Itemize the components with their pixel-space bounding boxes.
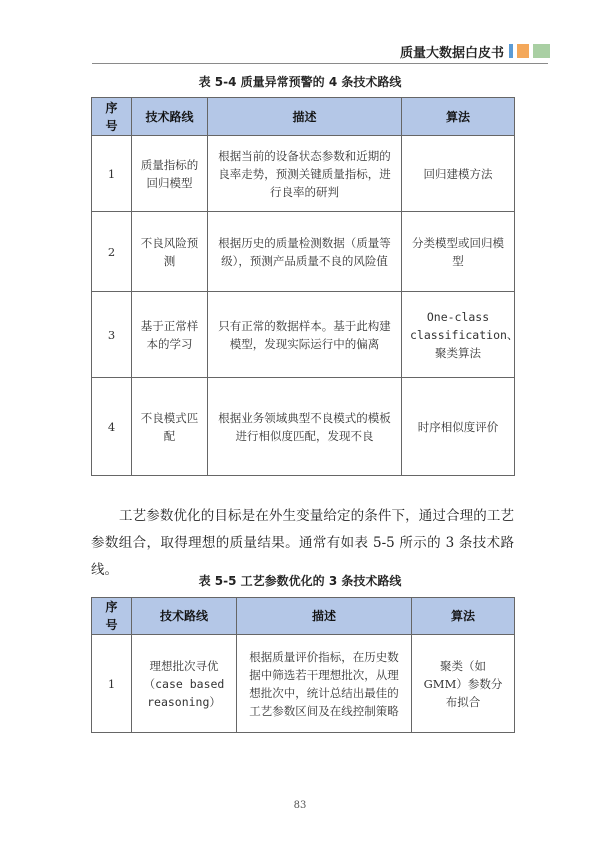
table2 (91, 597, 515, 733)
row-route: 理想批次寻优（case based reasoning） (132, 635, 237, 733)
header-title: 质量大数据白皮书 (400, 46, 505, 61)
row-desc: 根据质量评价指标，在历史数据中筛选若干理想批次，从理想批次中，统计总结出最佳的工艺参数区间及在线控制策略 (237, 635, 412, 733)
row-desc: 只有正常的数据样本。基于此构建模型，发现实际运行中的偏离 (208, 292, 402, 378)
table1 (91, 97, 519, 476)
row-algo: One-class classification、聚类算法 (402, 292, 515, 378)
row-desc: 根据业务领域典型不良模式的模板进行相似度匹配，发现不良 (208, 378, 402, 476)
table2-col-no: 序号 (92, 598, 132, 635)
table-row (92, 212, 515, 292)
table-row (92, 635, 515, 733)
row-algo: 回归建模方法 (402, 136, 515, 212)
table-row (92, 378, 515, 476)
header-bar-green (533, 44, 550, 58)
row-no: 1 (92, 635, 132, 733)
row-no: 2 (92, 212, 132, 292)
row-route: 质量指标的回归模型 (132, 136, 208, 212)
table2-caption: 表 5-5 工艺参数优化的 3 条技术路线 (198, 574, 402, 588)
header-bar-orange (517, 44, 529, 58)
table1-col-algo: 算法 (402, 98, 515, 136)
row-no: 1 (92, 136, 132, 212)
row-no: 3 (92, 292, 132, 378)
table2-header-row (92, 598, 515, 635)
row-desc: 根据历史的质量检测数据（质量等级），预测产品质量不良的风险值 (208, 212, 402, 292)
table1-header-row (92, 98, 515, 136)
table1-col-route: 技术路线 (132, 98, 208, 136)
header-bar-blue (509, 44, 513, 58)
table2-col-route: 技术路线 (132, 598, 237, 635)
row-no: 4 (92, 378, 132, 476)
row-route: 不良模式匹配 (132, 378, 208, 476)
table2-col-algo: 算法 (412, 598, 515, 635)
table1-col-desc: 描述 (208, 98, 402, 136)
row-algo: 聚类（如 GMM）参数分布拟合 (412, 635, 515, 733)
table2-col-desc: 描述 (237, 598, 412, 635)
row-route: 基于正常样本的学习 (132, 292, 208, 378)
table1-col-no: 序号 (92, 98, 132, 136)
row-desc: 根据当前的设备状态参数和近期的良率走势，预测关键质量指标，进行良率的研判 (208, 136, 402, 212)
row-algo: 分类模型或回归模型 (402, 212, 515, 292)
body-paragraph: 工艺参数优化的目标是在外生变量给定的条件下，通过合理的工艺参数组合，取得理想的质量结果。通常有如表 5-5 所示的 3 条技术路线。 (91, 507, 514, 578)
table-row (92, 136, 515, 212)
table-row (92, 292, 515, 378)
page-number: 83 (293, 800, 307, 811)
header-rule (92, 63, 548, 64)
table1-caption: 表 5-4 质量异常预警的 4 条技术路线 (198, 75, 402, 89)
row-algo: 时序相似度评价 (402, 378, 515, 476)
row-route: 不良风险预测 (132, 212, 208, 292)
